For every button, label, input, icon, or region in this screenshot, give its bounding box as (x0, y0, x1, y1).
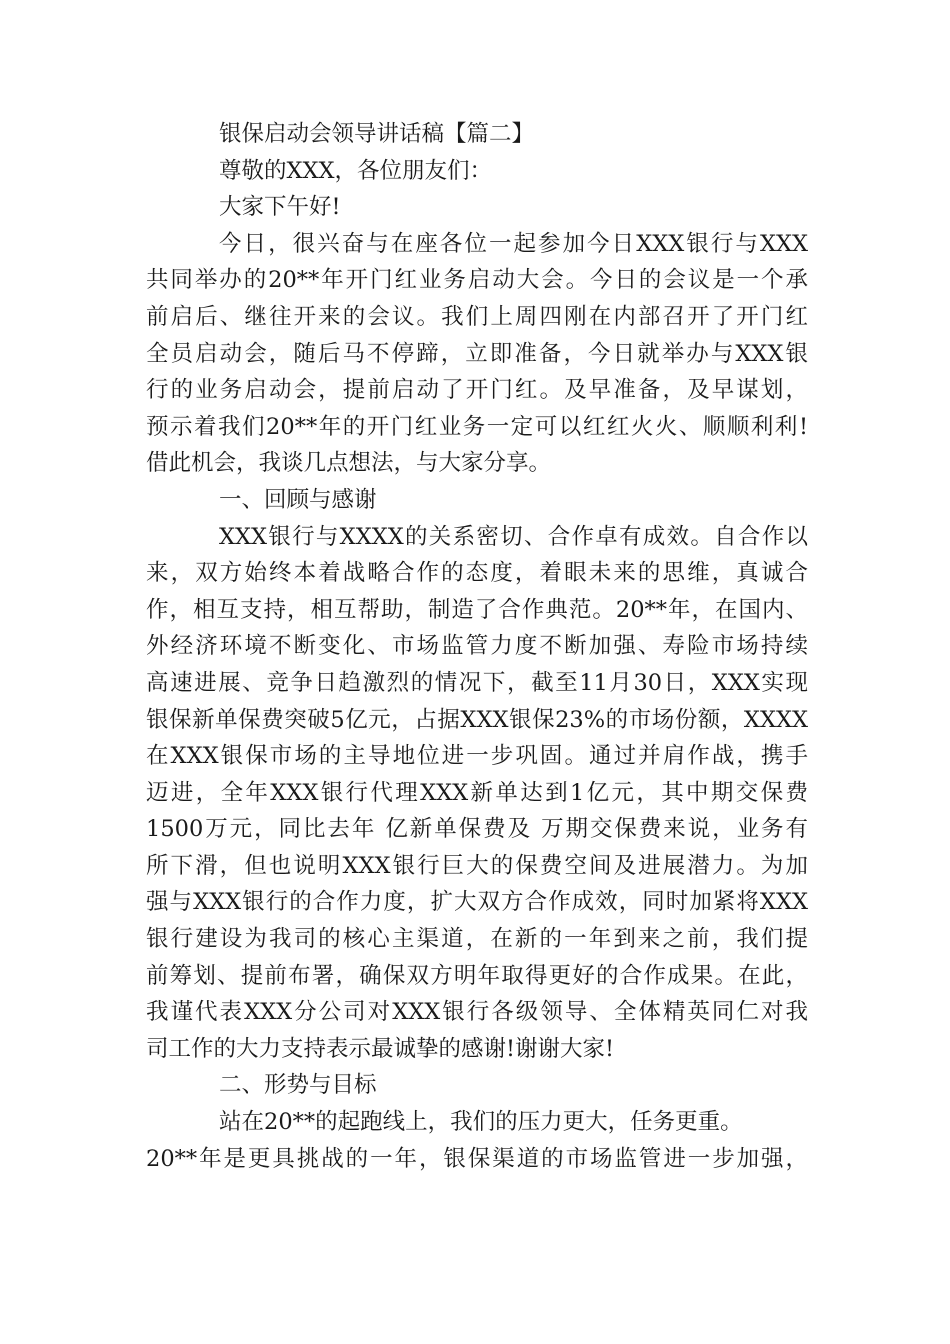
paragraph-line: 银行建设为我司的核心主渠道，在新的一年到来之前，我们提 (146, 926, 808, 953)
paragraph-line: 前启后、继往开来的会议。我们上周四刚在内部召开了开门红 (146, 303, 808, 330)
paragraph-line: 行的业务启动会，提前启动了开门红。及早准备，及早谋划， (146, 377, 808, 404)
paragraph-review (146, 519, 808, 1068)
paragraph-line: 前筹划、提前布署，确保双方明年取得更好的合作成果。在此， (146, 962, 808, 989)
paragraph-line: 来，双方始终本着战略合作的态度，着眼未来的思维，真诚合 (146, 560, 808, 587)
paragraph-line: 作，相互支持，相互帮助，制造了合作典范。20**年，在国内、 (146, 596, 808, 623)
paragraph-line: 强与XXX银行的合作力度，扩大双方合作成效，同时加紧将XXX (146, 889, 808, 916)
greeting: 大家下午好! (219, 194, 341, 221)
paragraph-opening (146, 226, 808, 482)
document-body (146, 116, 808, 1177)
paragraph-line: XXX银行与XXXX的关系密切、合作卓有成效。自合作以 (219, 523, 808, 550)
paragraph-line: 全员启动会，随后马不停蹄，立即准备，今日就举办与XXX银 (146, 340, 808, 367)
paragraph-line: 预示着我们20**年的开门红业务一定可以红红火火、顺顺利利! (146, 413, 808, 440)
paragraph-line: 1500万元，同比去年 亿新单保费及 万期交保费来说，业务有 (146, 816, 808, 843)
paragraph-line: 站在20**的起跑线上，我们的压力更大，任务更重。 (219, 1109, 743, 1136)
paragraph-line: 外经济环境不断变化、市场监管力度不断加强、寿险市场持续 (146, 633, 808, 660)
document-title: 银保启动会领导讲话稿【篇二】 (219, 121, 535, 147)
paragraph-line: 所下滑，但也说明XXX银行巨大的保费空间及进展潜力。为加 (146, 852, 808, 879)
salutation: 尊敬的XXX，各位朋友们： (219, 157, 493, 184)
section-heading-review: 一、回顾与感谢 (219, 486, 377, 513)
paragraph-outlook (146, 1104, 808, 1177)
paragraph-line: 司工作的大力支持表示最诚挚的感谢!谢谢大家! (146, 1035, 615, 1062)
section-heading-outlook: 二、形势与目标 (219, 1072, 377, 1099)
paragraph-line: 共同举办的20**年开门红业务启动大会。今日的会议是一个承 (146, 267, 808, 294)
paragraph-line: 在XXX银保市场的主导地位进一步巩固。通过并肩作战，携手 (146, 743, 808, 770)
paragraph-line: 我谨代表XXX分公司对XXX银行各级领导、全体精英同仁对我 (146, 999, 808, 1026)
paragraph-line: 今日，很兴奋与在座各位一起参加今日XXX银行与XXX (219, 230, 808, 257)
paragraph-line: 迈进，全年XXX银行代理XXX新单达到1亿元，其中期交保费 (146, 779, 808, 806)
paragraph-line: 银保新单保费突破5亿元，占据XXX银保23%的市场份额，XXXX (146, 706, 808, 733)
paragraph-line: 借此机会，我谈几点想法，与大家分享。 (146, 450, 552, 477)
paragraph-line: 高速进展、竞争日趋激烈的情况下，截至11月30日，XXX实现 (146, 669, 808, 696)
paragraph-line: 20**年是更具挑战的一年，银保渠道的市场监管进一步加强， (146, 1145, 808, 1172)
